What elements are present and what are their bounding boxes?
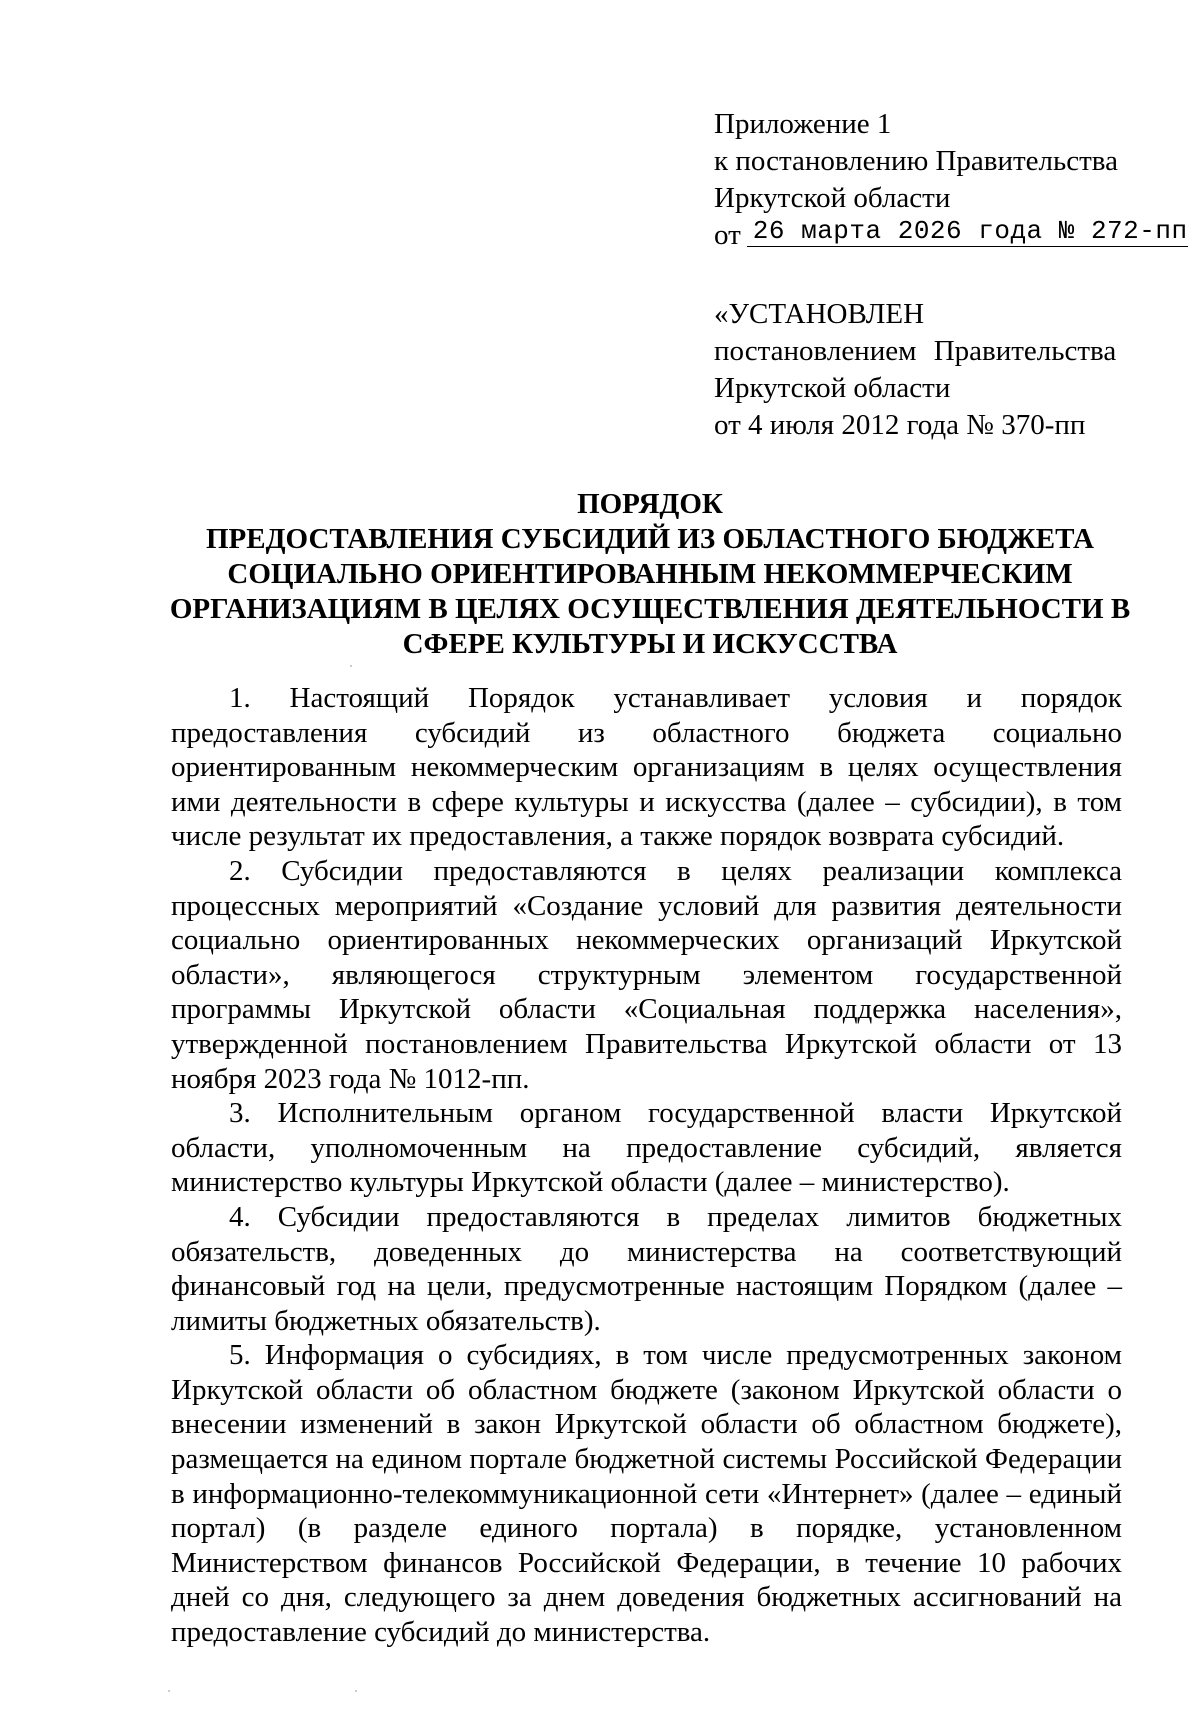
scan-artifact xyxy=(355,1690,357,1692)
established-line: Иркутской области xyxy=(714,372,951,404)
paragraph-2: 2. Субсидии предоставляются в целях реализации комплекса процессных мероприятий «Создание условий для развития деятельности социально ориентированных некоммерческих организаций Иркутской области», являющегося структурным элементом государственной программы Иркутской области «Социальная поддержка населения», утвержденной постановлением Правительства Иркутской области от 13 ноября 2023 года № 1012-пп. xyxy=(171,854,1122,1095)
established-block xyxy=(714,296,1154,444)
annex-line: к постановлению Правительства xyxy=(714,145,1118,177)
document-body xyxy=(171,681,1122,1650)
established-title: «УСТАНОВЛЕН xyxy=(714,298,925,330)
annex-header xyxy=(714,106,1188,254)
scan-artifact xyxy=(168,1690,170,1692)
established-line: постановлением Правительства xyxy=(714,335,1117,367)
paragraph-3: 3. Исполнительным органом государственной власти Иркутской области, уполномоченным на предоставление субсидий, является министерство культуры Иркутской области (далее – министерство). xyxy=(171,1097,1122,1199)
established-line: от 4 июля 2012 года № 370-пп xyxy=(714,409,1086,441)
annex-title: Приложение 1 xyxy=(714,108,892,140)
scan-artifact xyxy=(350,665,352,667)
paragraph-4: 4. Субсидии предоставляются в пределах лимитов бюджетных обязательств, доведенных до министерства на соответствующий финансовый год на цели, предусмотренные настоящим Порядком (далее – лимиты бюджетных обязательств). xyxy=(171,1200,1122,1337)
annex-from-word: от xyxy=(714,219,741,251)
paragraph-1: 1. Настоящий Порядок устанавливает условия и порядок предоставления субсидий из областного бюджета социально ориентированным некоммерческим организациям в целях осуществления ими деятельности в сфере культуры и искусства (далее – субсидии), в том числе результат их предоставления, а также порядок возврата субсидий. xyxy=(171,682,1122,853)
title-line: ПРЕДОСТАВЛЕНИЯ СУБСИДИЙ ИЗ ОБЛАСТНОГО БЮДЖЕТА xyxy=(205,523,1094,555)
title-line: СФЕРЕ КУЛЬТУРЫ И ИСКУССТВА xyxy=(402,628,898,660)
annex-line: Иркутской области xyxy=(714,182,951,214)
annex-typed-date: 26 марта 2026 года № 272-пп xyxy=(747,216,1188,247)
title-line: ПОРЯДОК xyxy=(577,488,723,520)
title-line: СОЦИАЛЬНО ОРИЕНТИРОВАННЫМ НЕКОММЕРЧЕСКИМ xyxy=(227,558,1073,590)
paragraph-5: 5. Информация о субсидиях, в том числе предусмотренных законом Иркутской области об областном бюджете (законом Иркутской области о внесении изменений в закон Иркутской области об областном бюджете), размещается на едином портале бюджетной системы Российской Федерации в информационно-телекоммуникационной сети «Интернет» (далее – единый портал) (в разделе единого портала) в порядке, установленном Министерством финансов Российской Федерации, в течение 10 рабочих дней со дня, следующего за днем доведения бюджетных ассигнований на предоставление субсидий до министерства. xyxy=(171,1339,1122,1649)
document-title xyxy=(150,487,1150,662)
title-line: ОРГАНИЗАЦИЯМ В ЦЕЛЯХ ОСУЩЕСТВЛЕНИЯ ДЕЯТЕЛЬНОСТИ В xyxy=(169,593,1131,625)
annex-date-row xyxy=(714,216,1188,254)
